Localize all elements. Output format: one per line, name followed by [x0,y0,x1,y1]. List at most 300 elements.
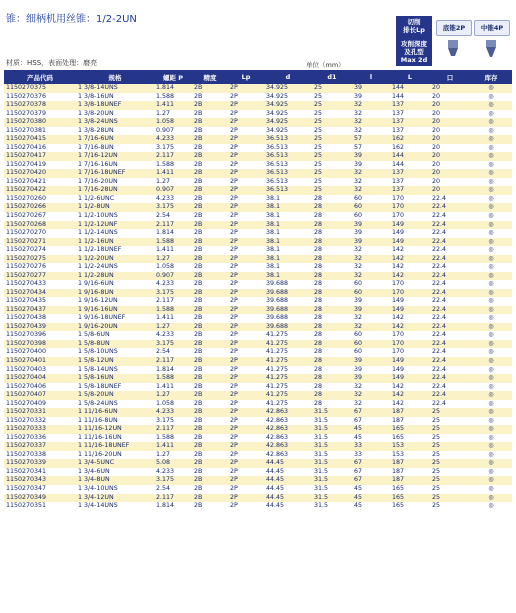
table-cell: 1 9/16-8UN [76,289,154,298]
table-cell: 22.4 [430,340,470,349]
table-cell: 144 [390,161,430,170]
table-row [4,144,512,153]
table-cell: 42.863 [264,434,312,443]
table-cell: 142 [390,383,430,392]
table-cell: 1150270380 [4,118,76,127]
table-cell: 1 9/16-18UNEF [76,314,154,323]
table-cell: 25 [430,476,470,485]
table-cell: 2B [192,255,228,264]
table-cell: 32 [352,263,390,272]
table-cell: 28 [312,246,352,255]
table-cell: 28 [312,306,352,315]
table-cell: 2B [192,340,228,349]
table-cell: 142 [390,314,430,323]
table-cell: 25 [312,93,352,102]
table-cell: 25 [312,152,352,161]
table-cell: 28 [312,229,352,238]
table-row [4,400,512,409]
stock-mark: ◎ [470,459,512,468]
table-cell: 34.925 [264,110,312,119]
table-cell: 28 [312,203,352,212]
table-cell: 32 [352,255,390,264]
tap-bottom-icon [444,40,462,58]
table-cell: 45 [352,494,390,503]
table-cell: 2P [228,272,264,281]
table-cell: 2.54 [154,485,192,494]
table-cell: 1 1/2-20UN [76,255,154,264]
table-cell: 2.117 [154,152,192,161]
stock-mark: ◎ [470,306,512,315]
table-cell: 36.513 [264,144,312,153]
table-cell: 153 [390,442,430,451]
table-cell: 1.411 [154,383,192,392]
table-row [4,135,512,144]
table-cell: 144 [390,152,430,161]
table-cell: 39 [352,366,390,375]
table-cell: 3.175 [154,203,192,212]
table-cell: 20 [430,169,470,178]
table-cell: 36.513 [264,169,312,178]
table-row [4,323,512,332]
table-cell: 187 [390,417,430,426]
table-cell: 1 7/16-16UN [76,161,154,170]
table-cell: 1.588 [154,306,192,315]
table-cell: 2B [192,391,228,400]
table-cell: 2B [192,289,228,298]
table-cell: 2B [192,442,228,451]
table-cell: 142 [390,246,430,255]
table-cell: 170 [390,212,430,221]
table-cell: 36.513 [264,161,312,170]
table-cell: 38.1 [264,272,312,281]
table-cell: 2B [192,221,228,230]
table-cell: 137 [390,127,430,136]
table-cell: 187 [390,408,430,417]
table-cell: 33 [352,451,390,460]
table-cell: 32 [352,383,390,392]
table-cell: 2P [228,84,264,93]
table-cell: 31.5 [312,425,352,434]
bottom-2p-label: 底锥2P [436,20,472,36]
stock-mark: ◎ [470,127,512,136]
stock-mark: ◎ [470,255,512,264]
table-cell: 2P [228,203,264,212]
table-cell: 1.27 [154,255,192,264]
table-cell: 1.411 [154,314,192,323]
table-cell: 2P [228,118,264,127]
stock-mark: ◎ [470,212,512,221]
table-cell: 22.4 [430,195,470,204]
table-cell: 41.275 [264,340,312,349]
table-cell: 1 1/2-12UNF [76,221,154,230]
table-cell: 165 [390,434,430,443]
table-header-row [4,70,512,84]
table-cell: 2P [228,229,264,238]
table-cell: 137 [390,178,430,187]
table-cell: 170 [390,331,430,340]
table-cell: 2B [192,366,228,375]
table-cell: 1150270267 [4,212,76,221]
table-cell: 142 [390,272,430,281]
table-cell: 22.4 [430,400,470,409]
table-cell: 22.4 [430,229,470,238]
table-cell: 2P [228,186,264,195]
table-cell: 170 [390,348,430,357]
table-cell: 41.275 [264,357,312,366]
stock-mark: ◎ [470,348,512,357]
table-cell: 2B [192,93,228,102]
table-cell: 1.27 [154,110,192,119]
table-cell: 2B [192,459,228,468]
stock-mark: ◎ [470,246,512,255]
table-cell: 38.1 [264,212,312,221]
table-cell: 149 [390,297,430,306]
table-cell: 1150270415 [4,135,76,144]
table-cell: 28 [312,400,352,409]
table-cell: 31.5 [312,408,352,417]
stock-mark: ◎ [470,161,512,170]
table-cell: 2P [228,391,264,400]
table-cell: 1 3/8-14UNS [76,84,154,93]
table-cell: 36.513 [264,135,312,144]
table-cell: 2B [192,195,228,204]
table-cell: 20 [430,186,470,195]
table-cell: 28 [312,297,352,306]
table-cell: 1150270339 [4,459,76,468]
stock-mark: ◎ [470,468,512,477]
table-cell: 2B [192,263,228,272]
table-cell: 41.275 [264,366,312,375]
table-cell: 4.233 [154,408,192,417]
table-cell: 39 [352,152,390,161]
table-cell: 1 3/4-10UNS [76,485,154,494]
table-cell: 2P [228,110,264,119]
table-cell: 31.5 [312,451,352,460]
table-row [4,494,512,503]
table-cell: 2B [192,476,228,485]
table-cell: 25 [312,118,352,127]
table-cell: 153 [390,451,430,460]
table-cell: 67 [352,459,390,468]
table-cell: 2.117 [154,297,192,306]
table-cell: 25 [430,468,470,477]
table-cell: 1 1/2-18UNEF [76,246,154,255]
table-row [4,468,512,477]
table-cell: 36.513 [264,186,312,195]
table-cell: 142 [390,400,430,409]
stock-mark: ◎ [470,144,512,153]
table-cell: 2B [192,169,228,178]
table-cell: 2P [228,289,264,298]
table-cell: 1 3/4-14UNS [76,502,154,511]
table-cell: 2B [192,272,228,281]
table-cell: 1150270343 [4,476,76,485]
table-cell: 60 [352,195,390,204]
table-cell: 45 [352,425,390,434]
table-cell: 1 5/8-16UN [76,374,154,383]
table-cell: 25 [312,110,352,119]
table-cell: 1 9/16-6UN [76,280,154,289]
table-cell: 187 [390,476,430,485]
table-row [4,255,512,264]
table-cell: 2P [228,221,264,230]
stock-mark: ◎ [470,272,512,281]
table-cell: 42.863 [264,425,312,434]
table-row [4,383,512,392]
table-cell: 2B [192,212,228,221]
table-row [4,417,512,426]
table-cell: 165 [390,485,430,494]
table-cell: 1150270331 [4,408,76,417]
table-cell: 2P [228,255,264,264]
table-cell: 1 5/8-24UNS [76,400,154,409]
table-cell: 1150270332 [4,417,76,426]
column-header: l [352,70,390,84]
table-cell: 1150270275 [4,255,76,264]
table-cell: 1150270406 [4,383,76,392]
table-cell: 1 11/16-18UNEF [76,442,154,451]
table-row [4,238,512,247]
table-cell: 1150270435 [4,297,76,306]
table-row [4,229,512,238]
table-cell: 2P [228,331,264,340]
table-cell: 22.4 [430,306,470,315]
column-header: 口 [430,70,470,84]
table-cell: 67 [352,417,390,426]
table-cell: 1 1/2-8UN [76,203,154,212]
table-cell: 5.08 [154,459,192,468]
table-cell: 22.4 [430,348,470,357]
table-cell: 1 9/16-20UN [76,323,154,332]
table-cell: 1 1/2-10UNS [76,212,154,221]
table-cell: 170 [390,340,430,349]
table-cell: 4.233 [154,195,192,204]
table-row [4,169,512,178]
table-cell: 33 [352,442,390,451]
table-row [4,152,512,161]
table-cell: 2B [192,494,228,503]
table-cell: 34.925 [264,84,312,93]
table-cell: 20 [430,135,470,144]
table-cell: 137 [390,101,430,110]
tolerance-box: 攻削深度 及孔型 Max 2d [396,40,432,66]
table-cell: 2B [192,323,228,332]
table-cell: 32 [352,178,390,187]
table-cell: 2B [192,118,228,127]
stock-mark: ◎ [470,135,512,144]
table-row [4,348,512,357]
table-cell: 1150270375 [4,84,76,93]
stock-mark: ◎ [470,263,512,272]
table-cell: 2B [192,238,228,247]
table-cell: 1 7/16-8UN [76,144,154,153]
table-cell: 149 [390,374,430,383]
table-cell: 3.175 [154,417,192,426]
table-cell: 28 [312,195,352,204]
table-cell: 41.275 [264,400,312,409]
table-cell: 2B [192,348,228,357]
table-cell: 2P [228,263,264,272]
table-cell: 28 [312,383,352,392]
table-cell: 44.45 [264,476,312,485]
stock-mark: ◎ [470,366,512,375]
stock-mark: ◎ [470,323,512,332]
table-cell: 22.4 [430,289,470,298]
table-cell: 1150270434 [4,289,76,298]
table-cell: 1150270381 [4,127,76,136]
table-cell: 25 [312,178,352,187]
table-cell: 32 [352,391,390,400]
table-cell: 34.925 [264,118,312,127]
table-cell: 149 [390,229,430,238]
table-cell: 28 [312,255,352,264]
table-cell: 2P [228,485,264,494]
table-cell: 20 [430,84,470,93]
table-cell: 170 [390,280,430,289]
table-cell: 1.814 [154,502,192,511]
table-row [4,195,512,204]
table-cell: 39.688 [264,297,312,306]
table-cell: 25 [430,451,470,460]
table-cell: 1150270347 [4,485,76,494]
table-cell: 25 [312,169,352,178]
table-row [4,425,512,434]
table-cell: 1.588 [154,374,192,383]
table-cell: 1 1/2-16UN [76,238,154,247]
table-cell: 31.5 [312,417,352,426]
stock-mark: ◎ [470,374,512,383]
table-cell: 2P [228,459,264,468]
table-row [4,203,512,212]
table-cell: 1 5/8-8UN [76,340,154,349]
table-cell: 25 [312,101,352,110]
table-cell: 39 [352,221,390,230]
table-cell: 1150270379 [4,110,76,119]
stock-mark: ◎ [470,280,512,289]
table-cell: 57 [352,144,390,153]
table-cell: 2.117 [154,357,192,366]
table-cell: 2.117 [154,221,192,230]
table-cell: 22.4 [430,374,470,383]
table-cell: 1.27 [154,178,192,187]
table-row [4,118,512,127]
table-row [4,297,512,306]
table-row [4,306,512,315]
stock-mark: ◎ [470,186,512,195]
table-cell: 1150270260 [4,195,76,204]
table-cell: 1 1/2-14UNS [76,229,154,238]
table-cell: 39 [352,374,390,383]
table-cell: 60 [352,348,390,357]
table-cell: 1150270421 [4,178,76,187]
table-cell: 1.058 [154,118,192,127]
table-cell: 31.5 [312,468,352,477]
table-cell: 28 [312,272,352,281]
table-cell: 2P [228,434,264,443]
table-cell: 28 [312,357,352,366]
table-cell: 1150270333 [4,425,76,434]
table-cell: 1.411 [154,246,192,255]
stock-mark: ◎ [470,502,512,511]
table-cell: 1150270336 [4,434,76,443]
table-cell: 165 [390,425,430,434]
table-cell: 1 11/16-12UN [76,425,154,434]
table-cell: 25 [430,442,470,451]
stock-mark: ◎ [470,331,512,340]
table-cell: 2B [192,485,228,494]
table-cell: 45 [352,434,390,443]
table-row [4,357,512,366]
stock-mark: ◎ [470,357,512,366]
table-cell: 39.688 [264,323,312,332]
table-cell: 45 [352,485,390,494]
table-cell: 22.4 [430,297,470,306]
table-cell: 2B [192,331,228,340]
table-cell: 165 [390,494,430,503]
table-cell: 1150270337 [4,442,76,451]
table-cell: 31.5 [312,459,352,468]
table-cell: 39 [352,161,390,170]
table-cell: 39 [352,84,390,93]
table-cell: 1 3/8-16UN [76,93,154,102]
table-cell: 1150270271 [4,238,76,247]
stock-mark: ◎ [470,229,512,238]
stock-mark: ◎ [470,101,512,110]
table-cell: 31.5 [312,434,352,443]
table-cell: 42.863 [264,417,312,426]
table-cell: 1 3/4-6UN [76,468,154,477]
table-cell: 60 [352,212,390,221]
table-cell: 25 [430,485,470,494]
table-cell: 1150270274 [4,246,76,255]
table-row [4,366,512,375]
table-cell: 2P [228,178,264,187]
table-cell: 2P [228,451,264,460]
stock-mark: ◎ [470,425,512,434]
table-cell: 1150270378 [4,101,76,110]
table-cell: 2.117 [154,494,192,503]
table-row [4,272,512,281]
table-cell: 162 [390,144,430,153]
table-cell: 39.688 [264,289,312,298]
table-cell: 144 [390,93,430,102]
table-row [4,289,512,298]
table-cell: 142 [390,323,430,332]
stock-mark: ◎ [470,485,512,494]
table-cell: 60 [352,203,390,212]
table-cell: 1150270341 [4,468,76,477]
table-cell: 38.1 [264,203,312,212]
table-cell: 25 [430,434,470,443]
table-cell: 60 [352,280,390,289]
table-cell: 28 [312,331,352,340]
table-cell: 2P [228,314,264,323]
table-cell: 38.1 [264,255,312,264]
table-cell: 149 [390,306,430,315]
table-cell: 25 [312,161,352,170]
table-cell: 2P [228,340,264,349]
table-cell: 41.275 [264,391,312,400]
table-cell: 0.907 [154,272,192,281]
material-note: 材质：HSS，表面处理：磨亮 [6,59,98,67]
table-cell: 1 3/4-12UN [76,494,154,503]
table-cell: 42.863 [264,442,312,451]
table-cell: 1.814 [154,84,192,93]
table-row [4,263,512,272]
table-row [4,178,512,187]
table-cell: 31.5 [312,494,352,503]
table-cell: 2.117 [154,425,192,434]
